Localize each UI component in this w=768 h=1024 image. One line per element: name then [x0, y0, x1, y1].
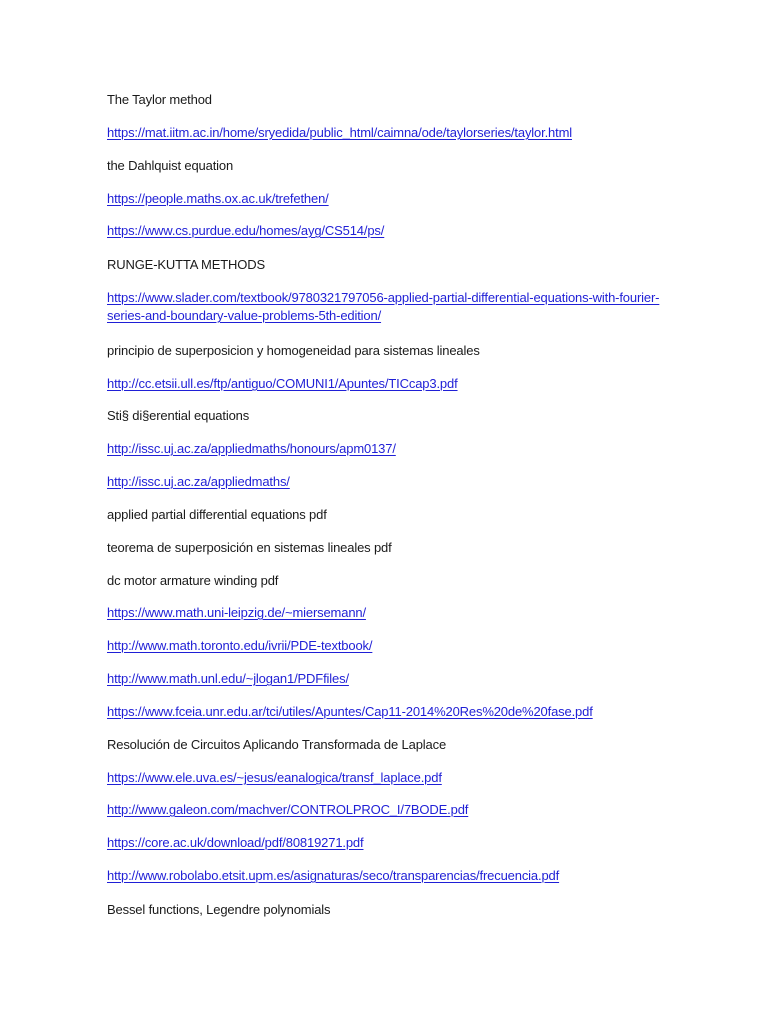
heading-runge-kutta: RUNGE-KUTTA METHODS	[107, 257, 265, 272]
link-issc-appliedmaths[interactable]: http://issc.uj.ac.za/appliedmaths/	[107, 474, 290, 489]
heading-dc-motor: dc motor armature winding pdf	[107, 573, 279, 588]
heading-dahlquist-equation: the Dahlquist equation	[107, 158, 234, 173]
link-uni-leipzig[interactable]: https://www.math.uni-leipzig.de/~miersemann/	[107, 605, 366, 620]
heading-applied-pde: applied partial differential equations pdf	[107, 507, 327, 522]
link-etsii-ull[interactable]: http://cc.etsii.ull.es/ftp/antiguo/COMUNI1/Apuntes/TICcap3.pdf	[107, 376, 458, 391]
heading-stiff-equations: Sti§ di§erential equations	[107, 408, 250, 423]
heading-taylor-method: The Taylor method	[107, 92, 212, 107]
link-slader-textbook[interactable]: https://www.slader.com/textbook/9780321797056-applied-partial-differential-equations-with-fourier-series-and-boundary-value-problems-5th-edition/	[107, 290, 660, 323]
heading-bessel-legendre: Bessel functions, Legendre polynomials	[107, 902, 331, 917]
link-galeon-bode[interactable]: http://www.galeon.com/machver/CONTROLPROC_I/7BODE.pdf	[107, 802, 469, 817]
heading-resolucion-circuitos: Resolución de Circuitos Aplicando Transformada de Laplace	[107, 737, 447, 752]
link-core-ac-uk[interactable]: https://core.ac.uk/download/pdf/80819271.pdf	[107, 835, 364, 850]
heading-teorema-superposicion: teorema de superposición en sistemas lineales pdf	[107, 540, 392, 555]
link-taylor-series[interactable]: https://mat.iitm.ac.in/home/sryedida/public_html/caimna/ode/taylorseries/taylor.html	[107, 125, 572, 140]
link-toronto-ivrii[interactable]: http://www.math.toronto.edu/ivrii/PDE-textbook/	[107, 638, 373, 653]
link-purdue-cs514[interactable]: https://www.cs.purdue.edu/homes/ayg/CS514/ps/	[107, 223, 385, 238]
link-issc-apm0137[interactable]: http://issc.uj.ac.za/appliedmaths/honours/apm0137/	[107, 441, 396, 456]
link-unl-jlogan[interactable]: http://www.math.unl.edu/~jlogan1/PDFfiles/	[107, 671, 349, 686]
link-uva-laplace[interactable]: https://www.ele.uva.es/~jesus/eanalogica/transf_laplace.pdf	[107, 770, 442, 785]
link-trefethen[interactable]: https://people.maths.ox.ac.uk/trefethen/	[107, 191, 329, 206]
heading-superposicion: principio de superposicion y homogeneidad para sistemas lineales	[107, 343, 480, 358]
link-fceia-unr[interactable]: https://www.fceia.unr.edu.ar/tci/utiles/Apuntes/Cap11-2014%20Res%20de%20fase.pdf	[107, 704, 593, 719]
link-robolabo-upm[interactable]: http://www.robolabo.etsit.upm.es/asignaturas/seco/transparencias/frecuencia.pdf	[107, 868, 560, 883]
